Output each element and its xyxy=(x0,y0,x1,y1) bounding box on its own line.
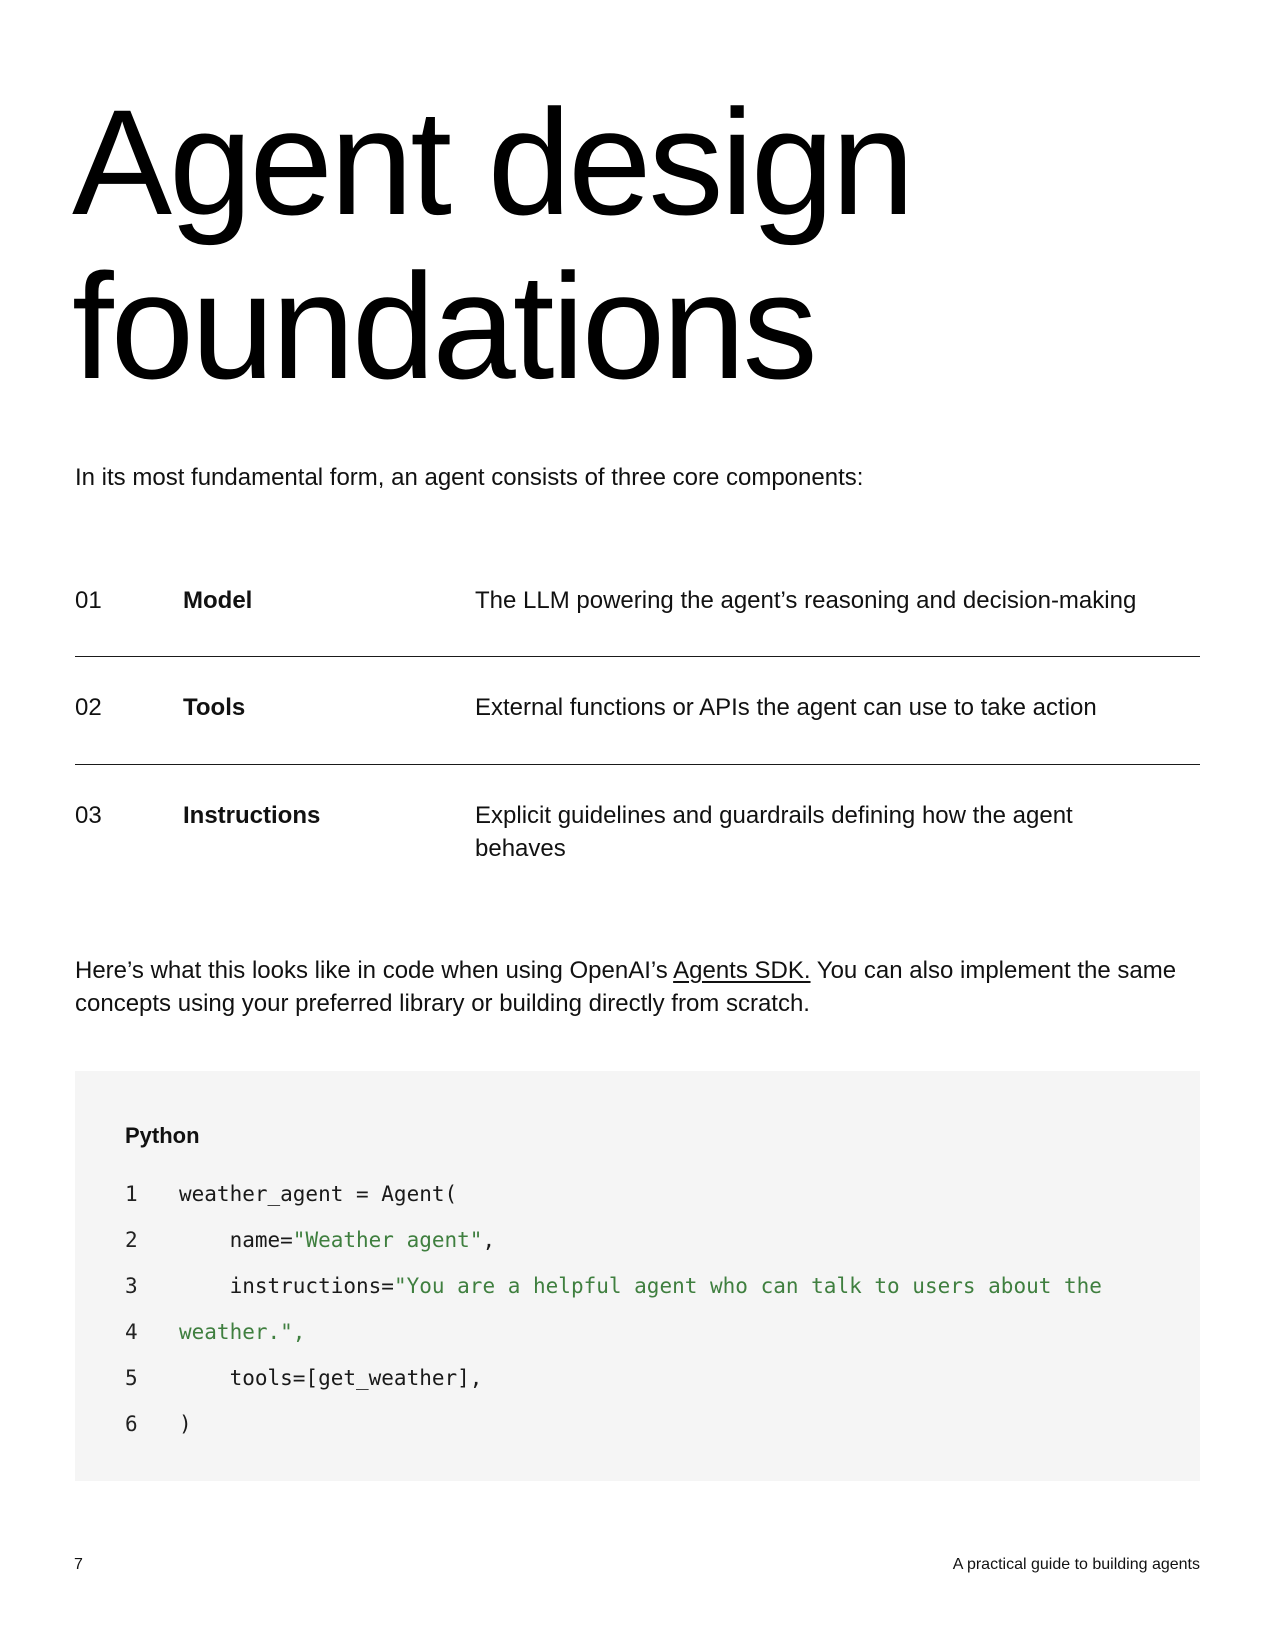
line-code xyxy=(179,1409,192,1439)
code-line xyxy=(125,1271,1102,1317)
page-title-line-1: Agent design xyxy=(72,78,912,246)
page-title xyxy=(72,80,912,408)
intro-text: In its most fundamental form, an agent consists of three core components: xyxy=(75,464,864,491)
component-description: External functions or APIs the agent can use to take action xyxy=(475,694,1097,721)
line-code xyxy=(179,1317,305,1347)
code-text: weather_agent = Agent( xyxy=(179,1182,458,1206)
component-number: 03 xyxy=(75,802,102,829)
paragraph-text-before: Here’s what this looks like in code when using OpenAI’s xyxy=(75,957,674,984)
components-list xyxy=(75,560,1200,885)
code-line xyxy=(125,1225,496,1271)
line-code xyxy=(179,1179,457,1209)
line-number: 4 xyxy=(125,1320,138,1344)
sdk-paragraph xyxy=(75,954,1205,1020)
component-number: 01 xyxy=(75,587,102,614)
code-lines xyxy=(125,1179,1102,1455)
line-number: 1 xyxy=(125,1182,138,1206)
code-string: "Weather agent" xyxy=(292,1228,483,1252)
code-block xyxy=(75,1071,1200,1481)
component-row-model xyxy=(75,560,1200,657)
footer-document-title: A practical guide to building agents xyxy=(952,1556,1200,1573)
component-number: 02 xyxy=(75,694,102,721)
component-row-tools xyxy=(75,657,1200,765)
line-code xyxy=(179,1363,482,1393)
code-string: weather.", xyxy=(179,1320,306,1344)
line-code xyxy=(179,1225,495,1255)
component-description: Explicit guidelines and guardrails defining how the agent behaves xyxy=(475,802,1073,862)
code-language-label: Python xyxy=(125,1123,200,1148)
agents-sdk-link[interactable]: Agents SDK. xyxy=(673,957,811,984)
code-text: name= xyxy=(179,1228,293,1252)
code-string: "You are a helpful agent who can talk to users about the xyxy=(393,1274,1102,1298)
code-text: instructions= xyxy=(179,1274,394,1298)
component-name: Tools xyxy=(183,694,246,721)
code-text: ) xyxy=(179,1412,192,1436)
code-text: tools=[get_weather], xyxy=(179,1366,483,1390)
line-number: 5 xyxy=(125,1366,138,1390)
component-description: The LLM powering the agent’s reasoning and decision-making xyxy=(475,587,1137,614)
line-number: 2 xyxy=(125,1228,138,1252)
component-name: Instructions xyxy=(183,802,321,829)
code-line xyxy=(125,1409,201,1455)
paragraph-text-after: You can also implement the same concepts using your preferred library or building directly from scratch. xyxy=(75,957,1177,1017)
code-line xyxy=(125,1317,306,1363)
line-number: 3 xyxy=(125,1274,138,1298)
component-row-instructions xyxy=(75,765,1200,885)
code-text-tail: , xyxy=(482,1228,496,1252)
code-line xyxy=(125,1363,483,1409)
line-code xyxy=(179,1271,1102,1301)
line-number: 6 xyxy=(125,1412,138,1436)
footer-page-number: 7 xyxy=(74,1556,83,1573)
component-name: Model xyxy=(183,587,253,614)
code-line xyxy=(125,1179,458,1225)
page-title-line-2: foundations xyxy=(72,242,815,410)
